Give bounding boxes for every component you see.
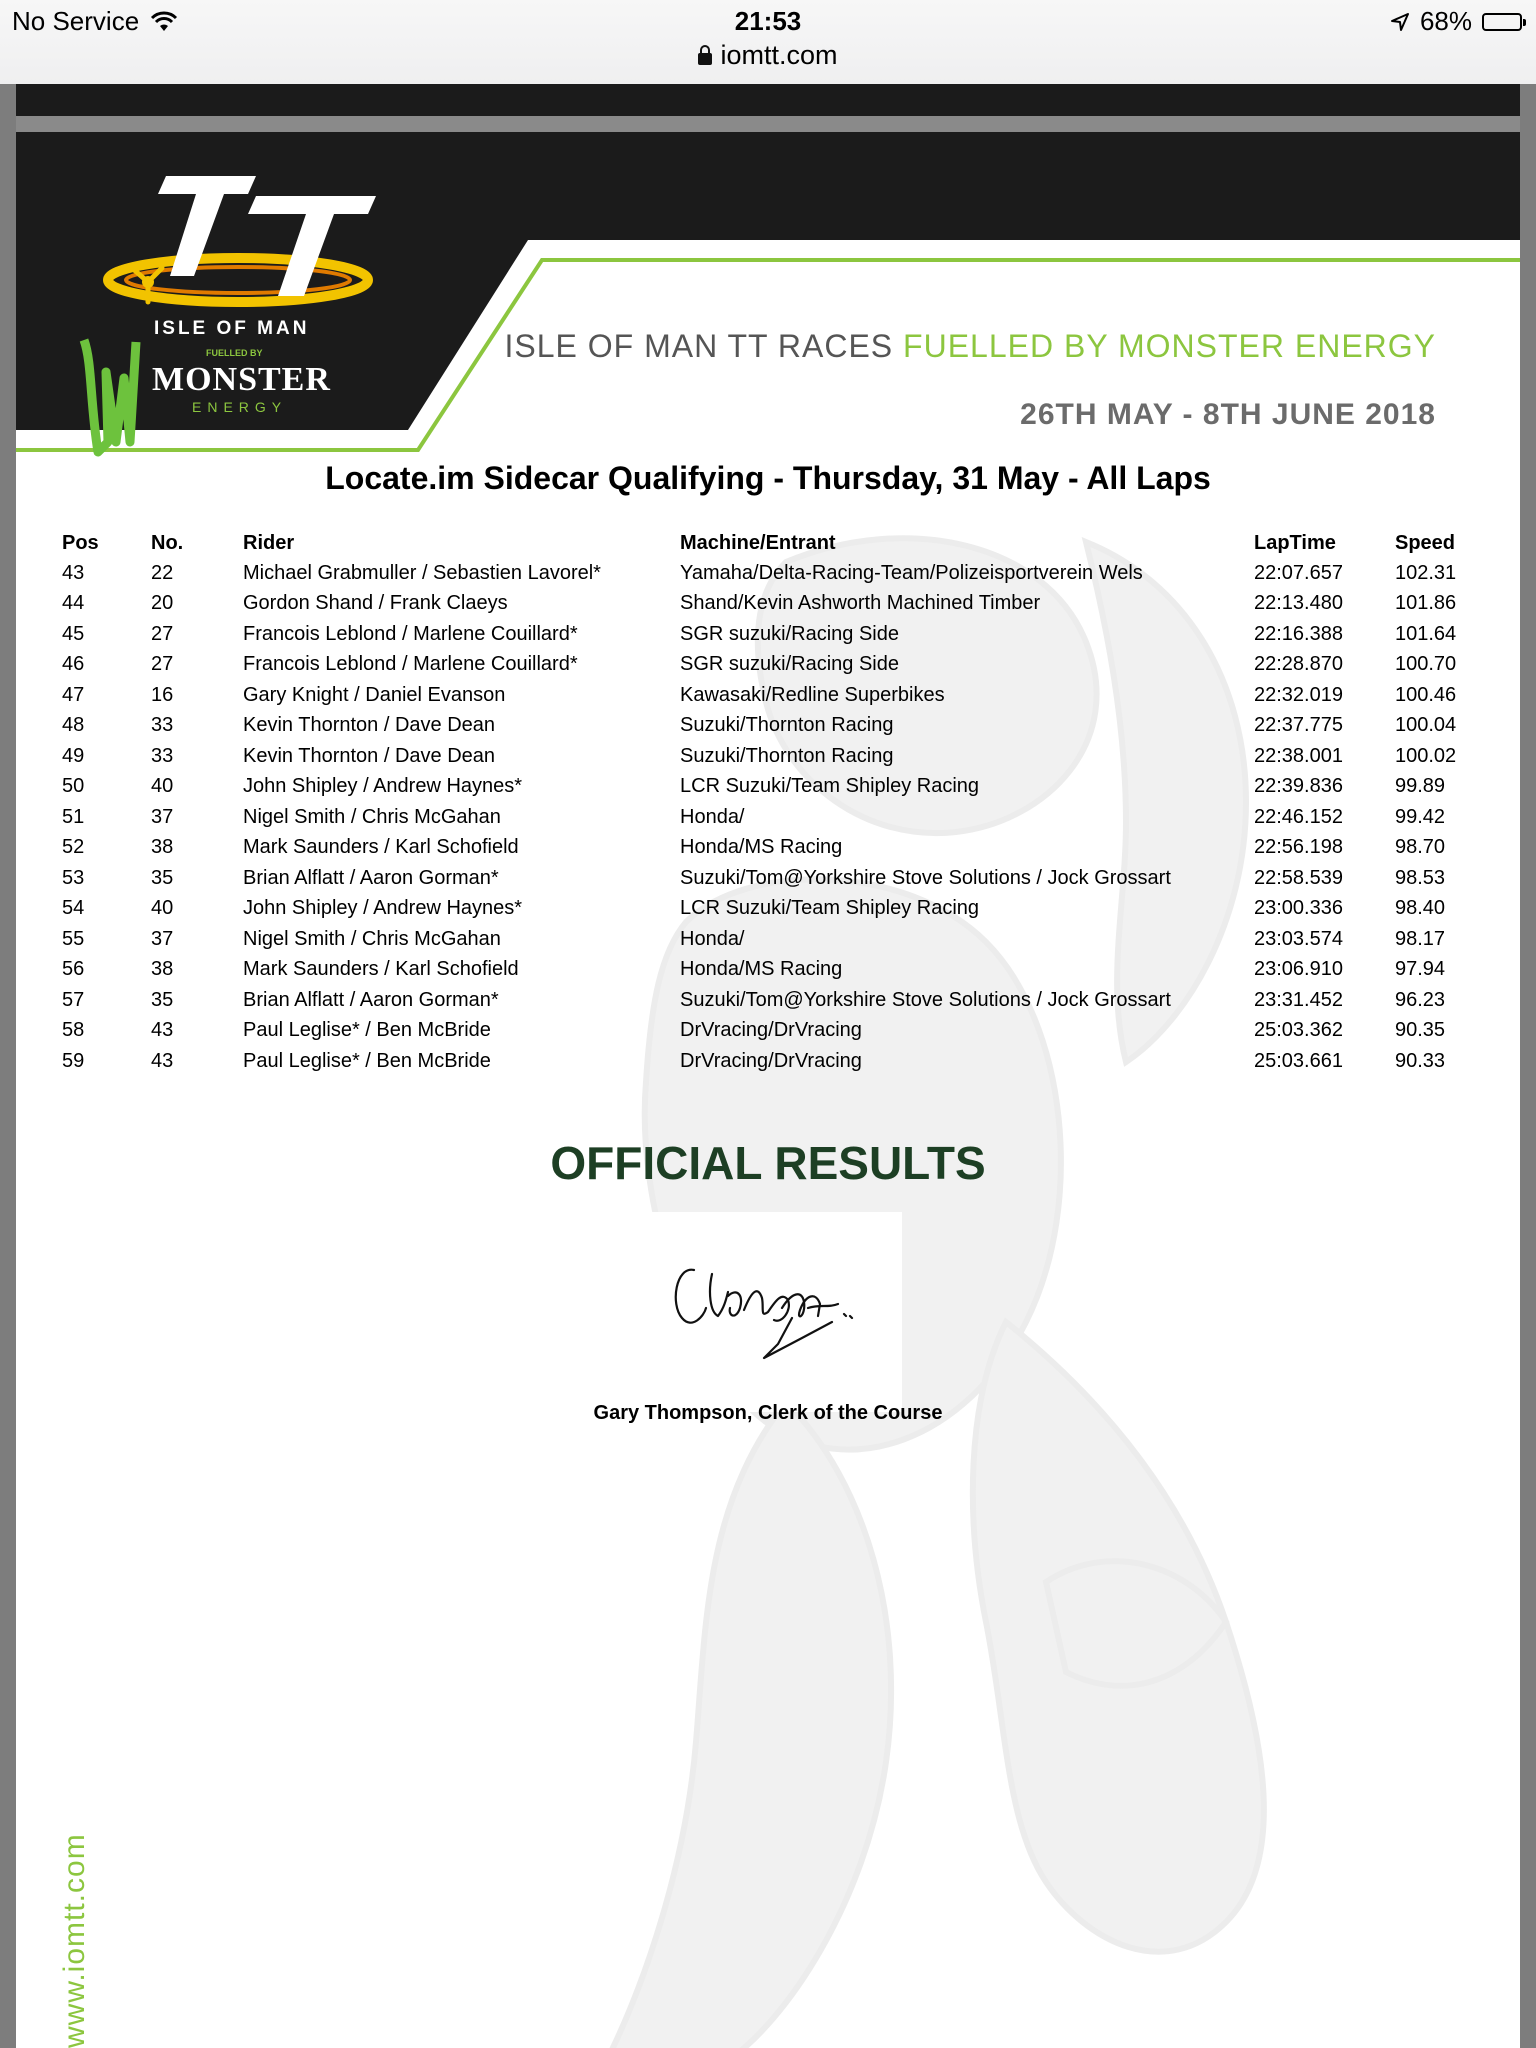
cell-speed: 101.64 [1395, 622, 1457, 645]
battery-icon [1482, 13, 1522, 31]
cell-machine: SGR suzuki/Racing Side [680, 653, 899, 676]
cell-pos: 55 [62, 927, 85, 950]
results-table [56, 528, 1515, 1077]
cell-rider: Francois Leblond / Marlene Couillard* [243, 653, 578, 676]
tt-logo-icon [66, 172, 386, 462]
cell-rider: Paul Leglise* / Ben McBride [243, 1019, 491, 1042]
cell-pos: 45 [62, 622, 85, 645]
table-row [56, 894, 1515, 925]
cell-rider: Brian Alflatt / Aaron Gorman* [243, 866, 499, 889]
cell-no: 16 [151, 683, 174, 706]
cell-pos: 49 [62, 744, 85, 767]
cell-machine: DrVracing/DrVracing [680, 1049, 862, 1072]
status-right [1390, 6, 1522, 37]
signature-icon [632, 1212, 902, 1412]
cell-laptime: 25:03.661 [1254, 1049, 1343, 1072]
cell-speed: 96.23 [1395, 988, 1446, 1011]
cell-laptime: 22:38.001 [1254, 744, 1343, 767]
cell-machine: LCR Suzuki/Team Shipley Racing [680, 775, 980, 798]
location-arrow-icon [1390, 12, 1410, 32]
cell-speed: 100.02 [1395, 744, 1457, 767]
cell-speed: 90.35 [1395, 1019, 1446, 1042]
cell-rider: Nigel Smith / Chris McGahan [243, 805, 501, 828]
cell-rider: John Shipley / Andrew Haynes* [243, 897, 523, 920]
cell-speed: 99.89 [1395, 775, 1446, 798]
cell-pos: 53 [62, 866, 85, 889]
cell-no: 35 [151, 988, 174, 1011]
header-title-sponsor: FUELLED BY MONSTER ENERGY [903, 328, 1436, 364]
cell-laptime: 22:07.657 [1254, 561, 1343, 584]
table-row [56, 650, 1515, 681]
cell-no: 27 [151, 653, 174, 676]
cell-laptime: 23:03.574 [1254, 927, 1343, 950]
cell-rider: Mark Saunders / Karl Schofield [243, 958, 519, 981]
cell-rider: Gordon Shand / Frank Claeys [243, 592, 508, 615]
cell-speed: 100.46 [1395, 683, 1457, 706]
cell-pos: 48 [62, 714, 85, 737]
cell-speed: 98.53 [1395, 866, 1446, 889]
cell-machine: Honda/ [680, 805, 745, 828]
logo-isle-of-man: ISLE OF MAN [154, 318, 310, 339]
address-bar[interactable] [0, 40, 1536, 71]
cell-no: 33 [151, 744, 174, 767]
cell-pos: 59 [62, 1049, 85, 1072]
col-speed-header: Speed [1395, 531, 1456, 554]
page-gutter-right [1520, 84, 1536, 2048]
event-dates: 26TH MAY - 8TH JUNE 2018 [1020, 398, 1436, 431]
cell-laptime: 22:28.870 [1254, 653, 1343, 676]
cell-pos: 47 [62, 683, 85, 706]
status-bar [0, 0, 1536, 85]
col-no-header: No. [151, 531, 184, 554]
cell-rider: John Shipley / Andrew Haynes* [243, 775, 523, 798]
results-body [56, 558, 1515, 1077]
cell-no: 40 [151, 775, 174, 798]
page-separator [16, 116, 1520, 132]
cell-no: 37 [151, 805, 174, 828]
cell-speed: 100.70 [1395, 653, 1457, 676]
cell-machine: SGR suzuki/Racing Side [680, 622, 899, 645]
table-row [56, 1046, 1515, 1077]
signature-caption: Gary Thompson, Clerk of the Course [593, 1402, 943, 1424]
cell-no: 35 [151, 866, 174, 889]
previous-page-edge [16, 84, 1520, 116]
cell-pos: 52 [62, 836, 85, 859]
cell-speed: 98.40 [1395, 897, 1446, 920]
logo-monster: MONSTER [152, 361, 331, 398]
table-row [56, 863, 1515, 894]
cell-speed: 98.17 [1395, 927, 1446, 950]
cell-rider: Brian Alflatt / Aaron Gorman* [243, 988, 499, 1011]
cell-machine: Honda/MS Racing [680, 836, 843, 859]
cell-machine: Kawasaki/Redline Superbikes [680, 683, 945, 706]
cell-laptime: 23:00.336 [1254, 897, 1343, 920]
cell-laptime: 23:31.452 [1254, 988, 1343, 1011]
cell-no: 43 [151, 1049, 174, 1072]
cell-laptime: 22:46.152 [1254, 805, 1343, 828]
col-machine-header: Machine/Entrant [680, 531, 836, 554]
col-rider-header: Rider [243, 531, 295, 554]
table-row [56, 619, 1515, 650]
cell-speed: 90.33 [1395, 1049, 1446, 1072]
official-results-heading: OFFICIAL RESULTS [550, 1137, 986, 1189]
cell-no: 27 [151, 622, 174, 645]
table-row [56, 741, 1515, 772]
cell-machine: Honda/ [680, 927, 745, 950]
cell-no: 22 [151, 561, 174, 584]
cell-pos: 57 [62, 988, 85, 1011]
cell-laptime: 23:06.910 [1254, 958, 1343, 981]
table-row [56, 802, 1515, 833]
cell-pos: 56 [62, 958, 85, 981]
cell-pos: 46 [62, 653, 85, 676]
side-website-url: www.iomtt.com [58, 1833, 91, 2048]
page-gutter-left [0, 84, 16, 2048]
cell-speed: 102.31 [1395, 561, 1457, 584]
col-laptime-header: LapTime [1254, 531, 1336, 554]
table-row [56, 772, 1515, 803]
cell-rider: Nigel Smith / Chris McGahan [243, 927, 501, 950]
cell-pos: 50 [62, 775, 85, 798]
cell-pos: 44 [62, 592, 85, 615]
cell-machine: Suzuki/Tom@Yorkshire Stove Solutions / Jock Grossart [680, 866, 1171, 889]
lock-icon [698, 53, 712, 65]
cell-no: 33 [151, 714, 174, 737]
cell-laptime: 22:13.480 [1254, 592, 1343, 615]
cell-speed: 98.70 [1395, 836, 1446, 859]
cell-laptime: 22:56.198 [1254, 836, 1343, 859]
results-header-row [56, 528, 1515, 558]
cell-pos: 43 [62, 561, 85, 584]
cell-rider: Michael Grabmuller / Sebastien Lavorel* [243, 561, 601, 584]
table-row [56, 680, 1515, 711]
cell-pos: 54 [62, 897, 85, 920]
cell-rider: Kevin Thornton / Dave Dean [243, 714, 496, 737]
col-pos-header: Pos [62, 531, 99, 554]
cell-laptime: 22:37.775 [1254, 714, 1343, 737]
cell-rider: Gary Knight / Daniel Evanson [243, 683, 506, 706]
carrier-label: No Service [12, 6, 140, 36]
cell-speed: 101.86 [1395, 592, 1457, 615]
cell-machine: Suzuki/Thornton Racing [680, 744, 894, 767]
table-row [56, 711, 1515, 742]
cell-rider: Kevin Thornton / Dave Dean [243, 744, 496, 767]
cell-no: 20 [151, 592, 174, 615]
cell-laptime: 25:03.362 [1254, 1019, 1343, 1042]
table-row [56, 985, 1515, 1016]
cell-machine: Suzuki/Thornton Racing [680, 714, 894, 737]
cell-pos: 58 [62, 1019, 85, 1042]
cell-speed: 99.42 [1395, 805, 1446, 828]
cell-rider: Paul Leglise* / Ben McBride [243, 1049, 491, 1072]
table-row [56, 558, 1515, 589]
cell-no: 37 [151, 927, 174, 950]
cell-machine: DrVracing/DrVracing [680, 1019, 862, 1042]
table-row [56, 589, 1515, 620]
cell-machine: Shand/Kevin Ashworth Machined Timber [680, 592, 1041, 615]
cell-speed: 100.04 [1395, 714, 1457, 737]
clock: 21:53 [734, 6, 802, 36]
cell-pos: 51 [62, 805, 85, 828]
table-row [56, 955, 1515, 986]
results-document [16, 132, 1520, 2048]
signature-image [632, 1212, 902, 1412]
cell-no: 38 [151, 836, 174, 859]
logo-energy: ENERGY [192, 399, 288, 415]
table-row [56, 1016, 1515, 1047]
cell-laptime: 22:16.388 [1254, 622, 1343, 645]
url-text[interactable]: iomtt.com [720, 40, 838, 70]
cell-no: 38 [151, 958, 174, 981]
cell-no: 40 [151, 897, 174, 920]
battery-percent: 68% [1419, 6, 1472, 36]
header-title-main: ISLE OF MAN TT RACES [504, 328, 894, 364]
cell-rider: Francois Leblond / Marlene Couillard* [243, 622, 578, 645]
race-title: Locate.im Sidecar Qualifying - Thursday, 31 May - All Laps [325, 460, 1211, 496]
table-row [56, 833, 1515, 864]
cell-machine: LCR Suzuki/Team Shipley Racing [680, 897, 980, 920]
cell-laptime: 22:58.539 [1254, 866, 1343, 889]
logo-fuelled-by: FUELLED BY [206, 348, 263, 358]
cell-laptime: 22:32.019 [1254, 683, 1343, 706]
cell-machine: Suzuki/Tom@Yorkshire Stove Solutions / Jock Grossart [680, 988, 1171, 1011]
cell-laptime: 22:39.836 [1254, 775, 1343, 798]
cell-no: 43 [151, 1019, 174, 1042]
cell-machine: Yamaha/Delta-Racing-Team/Polizeisportverein Wels [680, 561, 1143, 584]
cell-speed: 97.94 [1395, 958, 1446, 981]
header-title [504, 328, 1436, 365]
cell-rider: Mark Saunders / Karl Schofield [243, 836, 519, 859]
cell-machine: Honda/MS Racing [680, 958, 843, 981]
table-row [56, 924, 1515, 955]
